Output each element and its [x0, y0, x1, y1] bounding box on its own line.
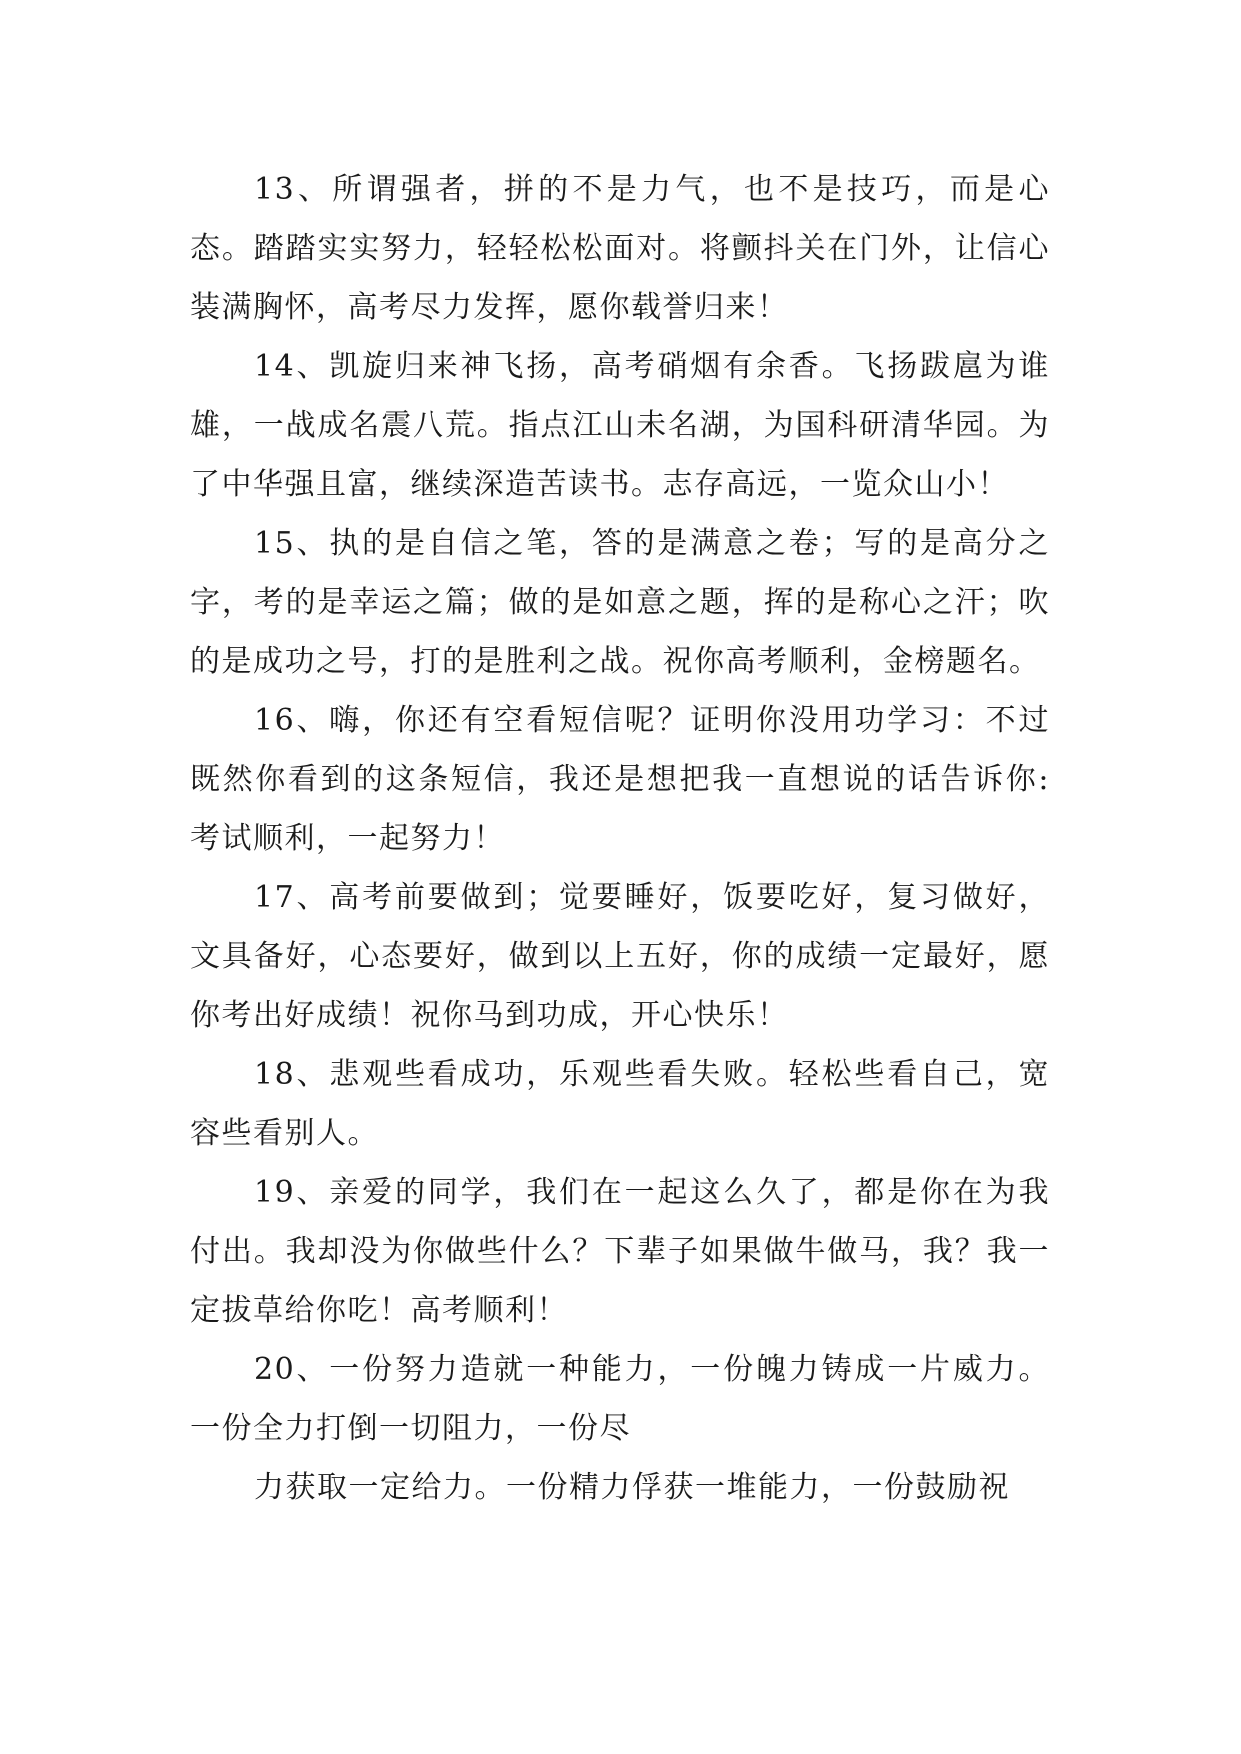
paragraph-16: 16、嗨，你还有空看短信呢？证明你没用功学习：不过既然你看到的这条短信，我还是想把我一直想说的话告诉你:考试顺利，一起努力！ [190, 703, 1050, 856]
paragraph-14: 14、凯旋归来神飞扬，高考硝烟有余香。飞扬跋扈为谁雄，一战成名震八荒。指点江山未名湖，为国科研清华园。为了中华强且富，继续深造苦读书。志存高远，一览众山小！ [190, 349, 1050, 502]
paragraph-13: 13、所谓强者，拼的不是力气，也不是技巧，而是心态。踏踏实实努力，轻轻松松面对。将颤抖关在门外，让信心装满胸怀，高考尽力发挥，愿你载誉归来！ [190, 172, 1050, 325]
paragraph-20-continued: 力获取一定给力。一份精力俘获一堆能力，一份鼓励祝 [254, 1470, 1010, 1505]
paragraph-20: 20、一份努力造就一种能力，一份魄力铸成一片威力。一份全力打倒一切阻力，一份尽 [190, 1352, 1050, 1446]
paragraph-18: 18、悲观些看成功，乐观些看失败。轻松些看自己，宽容些看别人。 [190, 1057, 1050, 1151]
paragraph-17: 17、高考前要做到；觉要睡好，饭要吃好，复习做好，文具备好，心态要好，做到以上五好，你的成绩一定最好，愿你考出好成绩！祝你马到功成，开心快乐！ [190, 880, 1050, 1033]
paragraph-15: 15、执的是自信之笔，答的是满意之卷；写的是高分之字，考的是幸运之篇；做的是如意之题，挥的是称心之汗；吹的是成功之号，打的是胜利之战。祝你高考顺利，金榜题名。 [190, 526, 1050, 679]
document-body [190, 160, 1050, 1517]
paragraph-19: 19、亲爱的同学，我们在一起这么久了，都是你在为我付出。我却没为你做些什么？下辈子如果做牛做马，我？我一定拔草给你吃！高考顺利！ [190, 1175, 1050, 1328]
